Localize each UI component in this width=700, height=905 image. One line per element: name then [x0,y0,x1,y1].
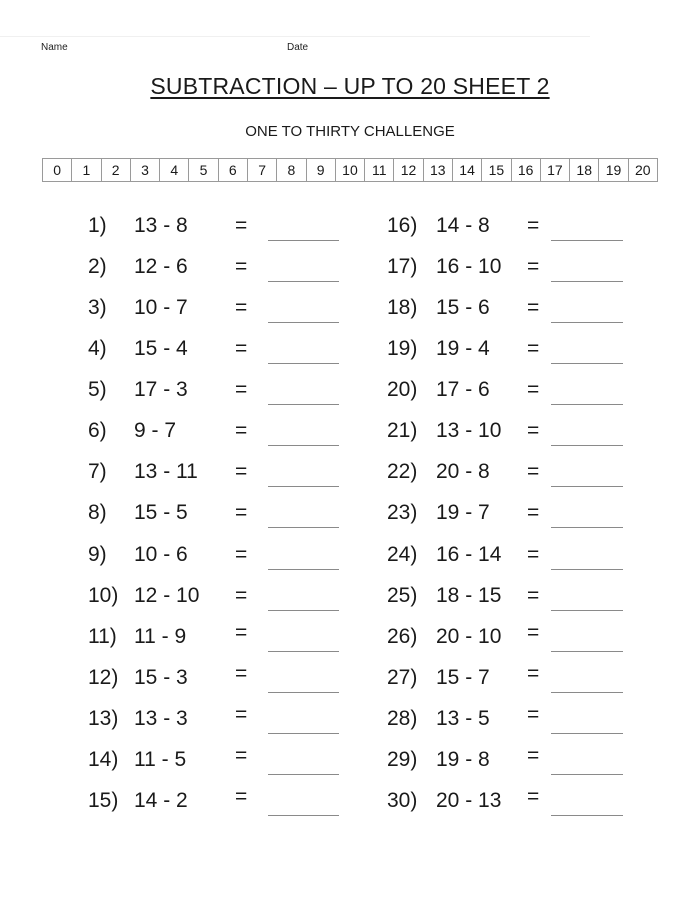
answer-blank[interactable] [551,445,623,446]
problem-item [88,620,343,655]
problem-expression: 12 - 6 [134,255,188,279]
equals-sign: = [527,460,540,484]
problem-expression: 15 - 7 [436,665,490,689]
problem-number: 4) [88,337,107,361]
problem-number: 19) [387,337,418,361]
problem-expression: 18 - 15 [436,583,502,607]
answer-blank[interactable] [268,774,339,775]
number-line-cell: 4 [160,159,189,182]
equals-sign: = [527,620,540,644]
answer-blank[interactable] [551,322,623,323]
problem-item [387,378,627,408]
number-line-cell: 12 [394,159,423,182]
answer-blank[interactable] [551,240,623,241]
problem-number: 20) [387,378,418,402]
page-title [0,73,700,100]
page-subtitle: ONE TO THIRTY CHALLENGE [245,123,455,140]
problem-item [387,460,627,490]
problem-item [387,501,627,531]
equals-sign: = [235,743,248,767]
equals-sign: = [527,702,540,726]
problem-number: 8) [88,501,107,525]
equals-sign: = [527,743,540,767]
problem-expression: 12 - 10 [134,583,200,607]
equals-sign: = [527,214,540,237]
equals-sign: = [527,542,540,566]
problem-number: 10) [88,583,119,607]
answer-blank[interactable] [551,815,623,816]
problem-expression: 17 - 6 [436,378,490,402]
equals-sign: = [235,501,248,525]
answer-blank[interactable] [551,733,623,734]
answer-blank[interactable] [551,610,623,611]
answer-blank[interactable] [268,651,339,652]
number-line-cell: 0 [43,159,72,182]
number-line-cell: 11 [365,159,394,182]
problem-expression: 10 - 6 [134,542,188,566]
problem-expression: 9 - 7 [134,419,177,443]
answer-blank[interactable] [551,281,623,282]
problem-item [387,584,627,614]
date-label: Date [287,42,309,53]
problem-expression: 15 - 3 [134,665,188,689]
problem-expression: 15 - 4 [134,337,188,361]
equals-sign: = [527,661,540,685]
problem-expression: 19 - 4 [436,337,490,361]
problem-expression: 13 - 3 [134,706,188,730]
problem-item [88,501,343,531]
problem-number: 26) [387,624,418,648]
equals-sign: = [235,337,248,361]
problem-expression: 13 - 11 [134,460,198,484]
answer-blank[interactable] [551,569,623,570]
answer-blank[interactable] [268,486,339,487]
problem-expression: 11 - 9 [134,624,187,648]
problem-number: 9) [88,542,107,566]
problem-expression: 13 - 5 [436,706,490,730]
problem-expression: 17 - 3 [134,378,188,402]
problem-expression: 10 - 7 [134,296,188,320]
answer-blank[interactable] [551,774,623,775]
equals-sign: = [235,583,248,607]
answer-blank[interactable] [551,651,623,652]
equals-sign: = [527,784,540,808]
problem-item [387,661,627,696]
problem-number: 11) [88,624,117,648]
problem-item [387,784,627,819]
answer-blank[interactable] [551,486,623,487]
answer-blank[interactable] [551,692,623,693]
problem-item [88,296,343,326]
problem-item [387,296,627,326]
problem-item [387,743,627,778]
problem-item [88,743,343,778]
problem-expression: 11 - 5 [134,747,187,771]
problem-expression: 20 - 13 [436,788,502,812]
equals-sign: = [527,583,540,607]
problem-expression: 14 - 2 [134,788,188,812]
problem-item [88,543,343,573]
problem-item [387,337,627,367]
equals-sign: = [235,661,248,685]
problem-number: 1) [88,214,107,237]
equals-sign: = [235,214,248,237]
equals-sign: = [527,378,540,402]
number-line-cell: 2 [101,159,130,182]
equals-sign: = [235,378,248,402]
problem-expression: 16 - 14 [436,542,502,566]
problem-number: 15) [88,788,119,812]
problem-expression: 20 - 8 [436,460,490,484]
answer-blank[interactable] [551,527,623,528]
equals-sign: = [235,296,248,320]
problem-item [88,255,343,285]
problem-expression: 19 - 7 [436,501,490,525]
problem-number: 29) [387,747,418,771]
problem-item [88,378,343,408]
number-line-cell: 8 [277,159,306,182]
number-line-cell: 1 [72,159,101,182]
problem-number: 2) [88,255,107,279]
problem-number: 13) [88,706,119,730]
problem-item [88,784,343,819]
equals-sign: = [527,255,540,279]
problem-number: 5) [88,378,107,402]
problem-number: 3) [88,296,107,320]
number-line-cell: 20 [628,159,657,182]
problem-expression: 16 - 10 [436,255,502,279]
answer-blank[interactable] [268,692,339,693]
number-line-cell: 7 [247,159,276,182]
problem-number: 24) [387,542,418,566]
page-top-divider [0,36,590,37]
problem-number: 6) [88,419,107,443]
answer-blank[interactable] [268,281,339,282]
problem-number: 12) [88,665,119,689]
answer-blank[interactable] [268,733,339,734]
number-line-cell: 18 [570,159,599,182]
equals-sign: = [235,255,248,279]
problem-number: 25) [387,583,418,607]
problem-expression: 13 - 8 [134,214,188,237]
problem-item [387,255,627,285]
problem-item [88,337,343,367]
answer-blank[interactable] [268,240,339,241]
problem-item [387,620,627,655]
problem-number: 27) [387,665,418,689]
answer-blank[interactable] [268,322,339,323]
equals-sign: = [235,702,248,726]
number-line-row [43,159,658,182]
page-title-text: SUBTRACTION – UP TO 20 SHEET 2 [150,73,550,99]
problem-number: 16) [387,214,418,237]
equals-sign: = [235,784,248,808]
name-label: Name [41,42,68,53]
number-line-cell: 14 [452,159,481,182]
answer-blank[interactable] [268,569,339,570]
problem-item [387,543,627,573]
problem-expression: 15 - 5 [134,501,188,525]
problem-number: 17) [387,255,418,279]
number-line-cell: 3 [130,159,159,182]
equals-sign: = [527,419,540,443]
problem-number: 30) [387,788,418,812]
problem-item [387,702,627,737]
equals-sign: = [527,296,540,320]
problem-expression: 14 - 8 [436,214,490,237]
answer-blank[interactable] [268,527,339,528]
problem-expression: 13 - 10 [436,419,502,443]
problem-number: 18) [387,296,418,320]
number-line-cell: 10 [335,159,364,182]
equals-sign: = [235,620,248,644]
number-line [42,158,658,182]
problem-number: 14) [88,747,119,771]
problem-number: 23) [387,501,418,525]
problem-item [88,419,343,449]
number-line-cell: 17 [540,159,569,182]
problem-number: 28) [387,706,418,730]
number-line-cell: 13 [423,159,452,182]
equals-sign: = [527,501,540,525]
answer-blank[interactable] [551,363,623,364]
problem-item [88,460,343,490]
number-line-cell: 9 [306,159,335,182]
problem-number: 22) [387,460,418,484]
equals-sign: = [527,337,540,361]
answer-blank[interactable] [268,815,339,816]
number-line-cell: 6 [218,159,247,182]
equals-sign: = [235,419,248,443]
answer-blank[interactable] [268,445,339,446]
number-line-cell: 19 [599,159,628,182]
answer-blank[interactable] [268,363,339,364]
equals-sign: = [235,542,248,566]
answer-blank[interactable] [268,404,339,405]
number-line-cell: 16 [511,159,540,182]
problem-item [88,214,343,244]
problem-item [387,419,627,449]
number-line-cell: 5 [189,159,218,182]
problem-item [88,661,343,696]
problem-number: 7) [88,460,107,484]
problem-item [88,702,343,737]
problem-expression: 20 - 10 [436,624,502,648]
problem-expression: 15 - 6 [436,296,490,320]
answer-blank[interactable] [551,404,623,405]
problem-item [88,584,343,614]
problem-expression: 19 - 8 [436,747,490,771]
number-line-cell: 15 [482,159,511,182]
problem-item [387,214,627,244]
equals-sign: = [235,460,248,484]
answer-blank[interactable] [268,610,339,611]
problem-number: 21) [387,419,418,443]
